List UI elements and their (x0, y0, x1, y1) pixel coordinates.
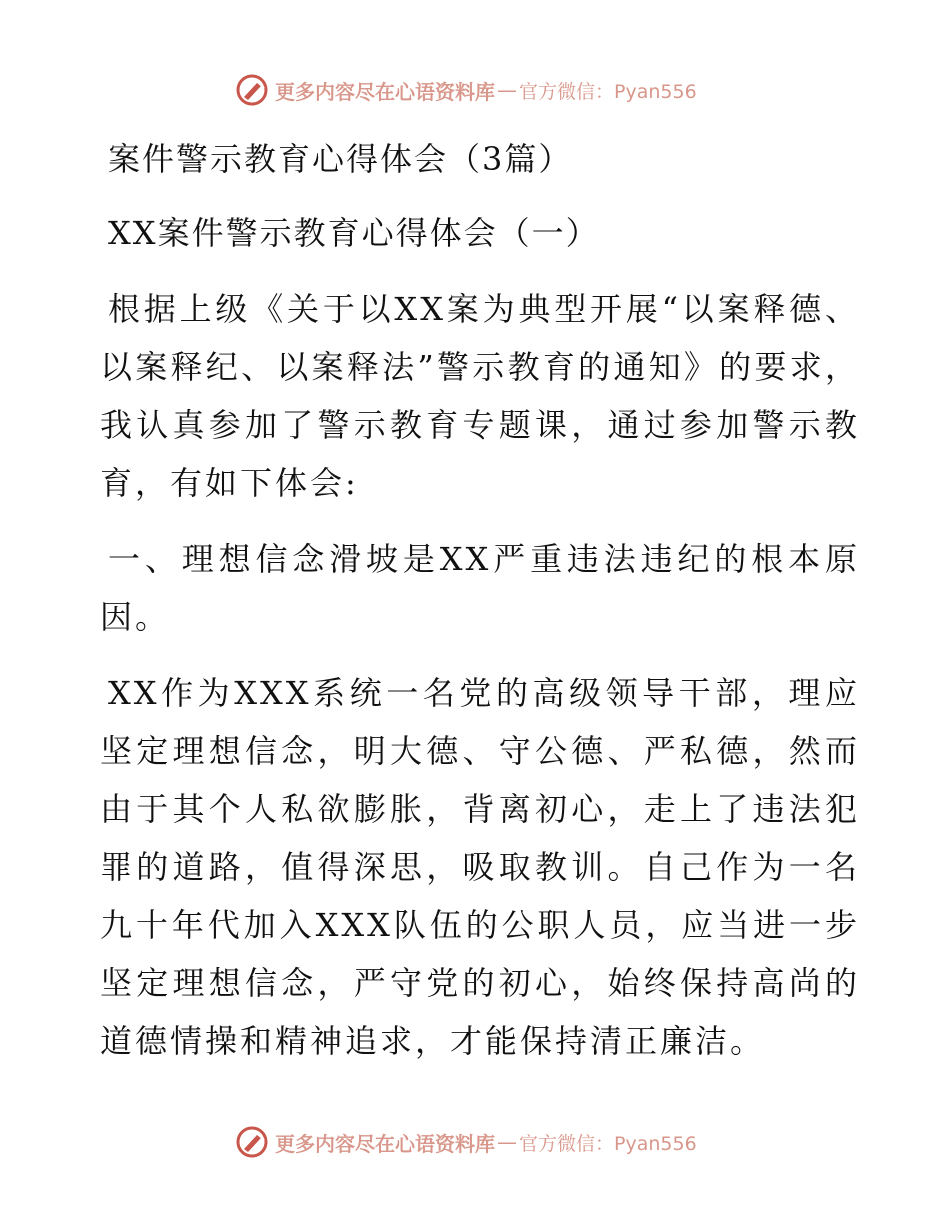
document-body (100, 120, 860, 1070)
watermark-banner-bottom (235, 1124, 755, 1160)
document-title: 案件警示教育心得体会（3篇） (108, 140, 573, 178)
pen-seal-icon (235, 73, 269, 107)
watermark-banner-top (235, 72, 755, 108)
paragraph-body: XX作为XXX系统一名党的高级领导干部，理应坚定理想信念，明大德、守公德、严私德，然而由于其个人私欲膨胀，背离初心，走上了违法犯罪的道路，值得深思，吸取教训。自己作为一名九十年代加入XXX队伍的公职人员，应当进一步坚定理想信念，严守党的初心，始终保持高尚的道德情操和精神追求，才能保持清正廉洁。 (100, 674, 860, 1060)
paragraph-intro: 根据上级《关于以XX案为典型开展“以案释德、以案释纪、以案释法”警示教育的通知》的要求，我认真参加了警示教育专题课，通过参加警示教育，有如下体会: (100, 290, 860, 502)
paragraph-heading-one: 一、理想信念滑坡是XX严重违法违纪的根本原因。 (100, 540, 860, 636)
watermark-text: 更多内容尽在心语资料库 (275, 1131, 495, 1156)
watermark-contact: 官方微信：Pyan556 (519, 80, 697, 103)
watermark-separator: — (497, 1130, 517, 1154)
pen-seal-icon (235, 1125, 269, 1159)
watermark-text: 更多内容尽在心语资料库 (275, 79, 495, 104)
watermark-separator: — (497, 78, 517, 102)
document-subtitle: XX案件警示教育心得体会（一） (108, 214, 600, 252)
watermark-contact: 官方微信：Pyan556 (519, 1132, 697, 1155)
